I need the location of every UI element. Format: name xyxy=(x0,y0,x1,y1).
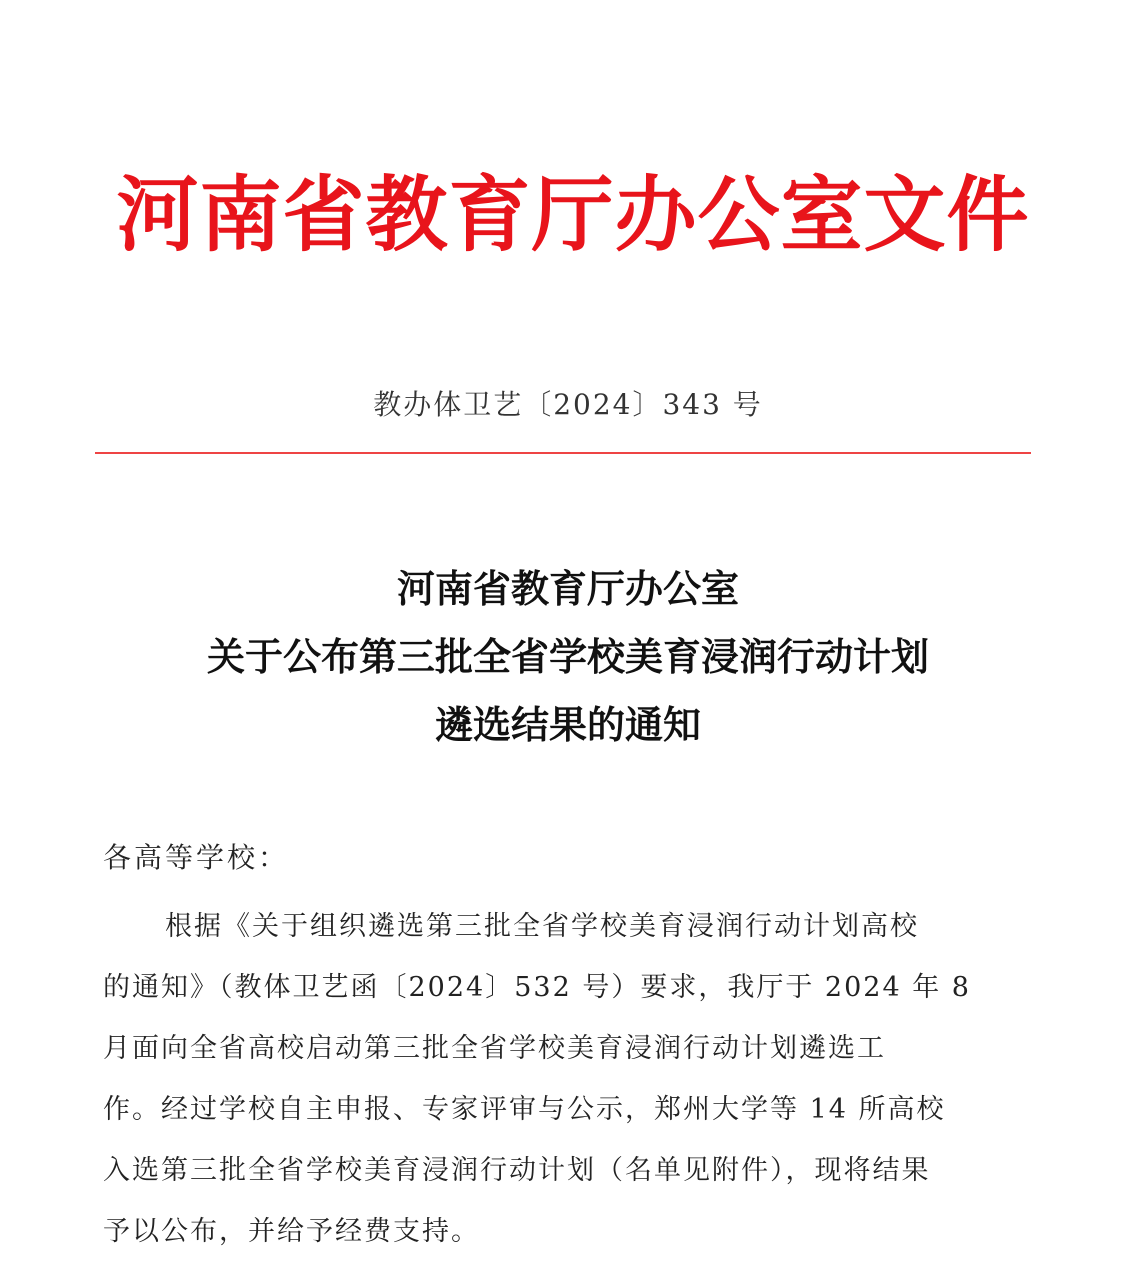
red-separator-line xyxy=(95,452,1031,454)
body-line: 的通知》（教体卫艺函〔2024〕532 号）要求，我厅于 2024 年 8 xyxy=(103,972,971,1003)
body-line: 月面向全省高校启动第三批全省学校美育浸润行动计划遴选工 xyxy=(103,1033,886,1064)
body-line: 作。经过学校自主申报、专家评审与公示，郑州大学等 14 所高校 xyxy=(103,1094,946,1125)
body-line: 入选第三批全省学校美育浸润行动计划（名单见附件），现将结果 xyxy=(103,1155,931,1186)
document-masthead: 河南省教育厅办公室文件 xyxy=(116,167,1030,263)
document-number: 教办体卫艺〔2024〕343 号 xyxy=(373,388,763,421)
title-line-1: 河南省教育厅办公室 xyxy=(396,566,739,611)
title-line-2: 关于公布第三批全省学校美育浸润行动计划 xyxy=(206,634,929,679)
body-paragraph xyxy=(103,896,1043,1262)
body-line: 根据《关于组织遴选第三批全省学校美育浸润行动计划高校 xyxy=(165,911,919,942)
document-title xyxy=(0,555,1136,759)
body-line: 予以公布，并给予经费支持。 xyxy=(103,1216,480,1247)
salutation: 各高等学校： xyxy=(103,841,290,874)
title-line-3: 遴选结果的通知 xyxy=(434,702,701,747)
